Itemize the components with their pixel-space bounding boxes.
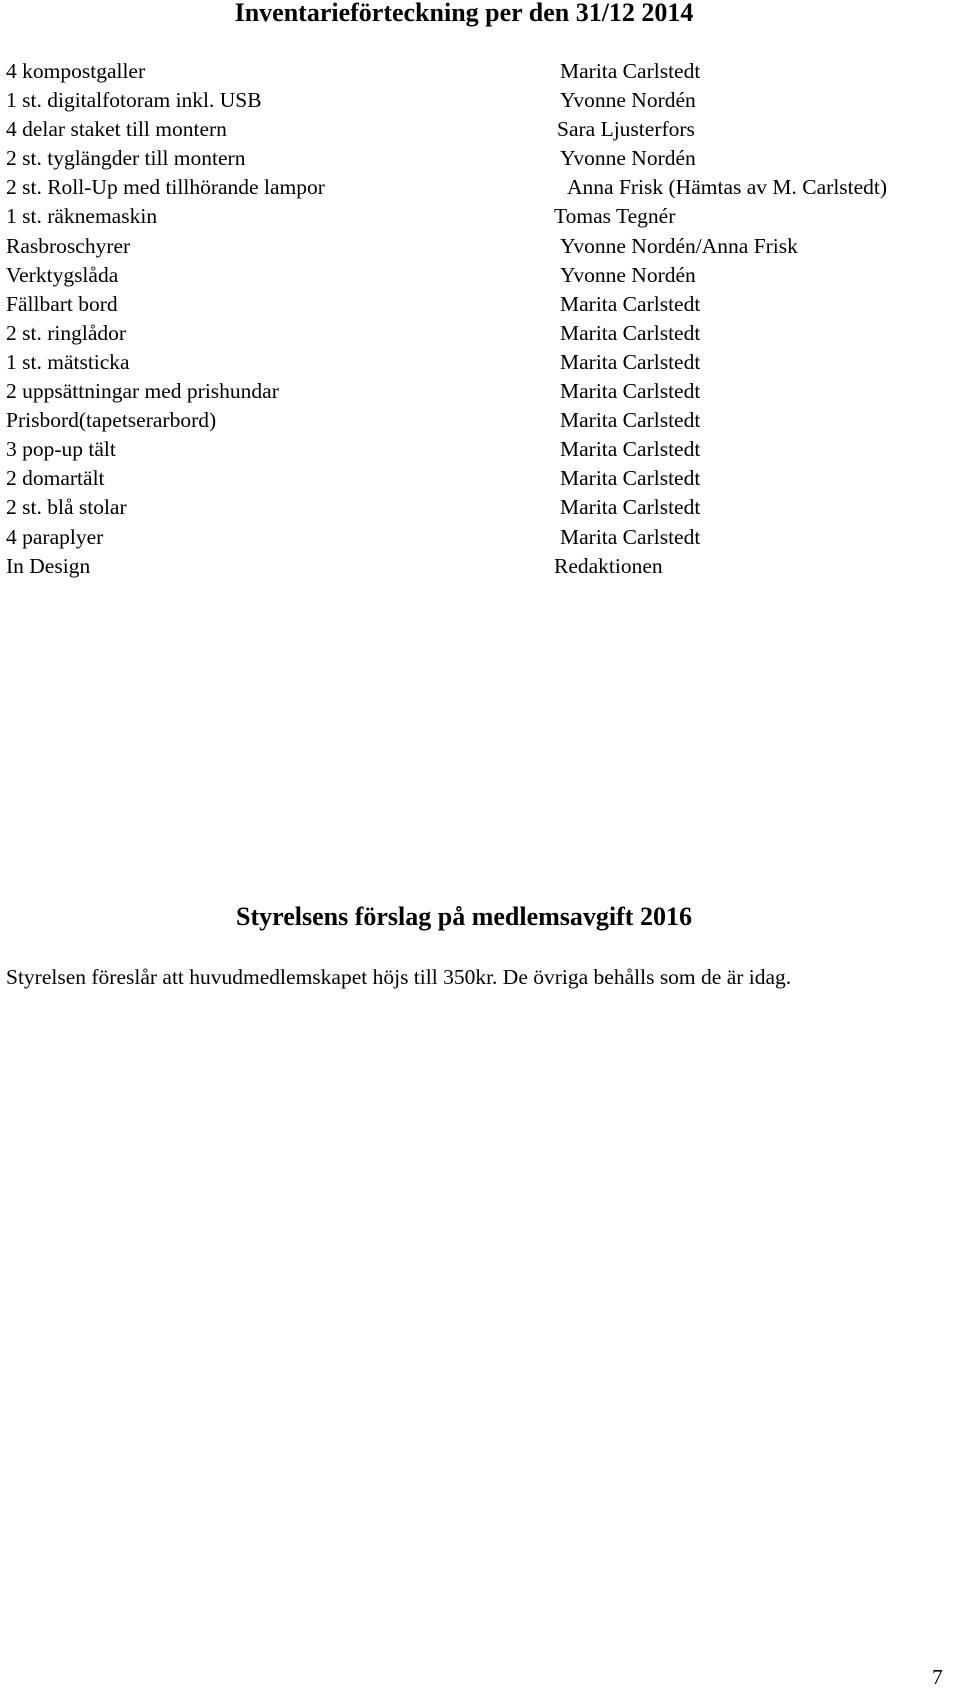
inventory-item: 4 paraplyer	[6, 524, 104, 549]
inventory-item: 1 st. mätsticka	[6, 349, 130, 374]
inventory-holder: Marita Carlstedt	[560, 291, 701, 316]
inventory-holder: Marita Carlstedt	[560, 524, 701, 549]
inventory-item: 3 pop-up tält	[6, 437, 116, 462]
inventory-item: In Design	[6, 553, 91, 578]
inventory-item: 2 st. ringlådor	[6, 320, 127, 345]
inventory-holder: Anna Frisk (Hämtas av M. Carlstedt)	[567, 175, 888, 200]
inventory-row	[6, 377, 946, 406]
inventory-item: Verktygslåda	[6, 262, 119, 287]
inventory-item: 1 st. digitalfotoram inkl. USB	[6, 88, 262, 113]
inventory-holder: Marita Carlstedt	[560, 408, 701, 433]
page-title: Inventarieförteckning per den 31/12 2014	[234, 0, 694, 27]
inventory-row	[6, 406, 946, 435]
inventory-holder: Tomas Tegnér	[554, 204, 676, 229]
proposal-paragraph: Styrelsen föreslår att huvudmedlemskapet höjs till 350kr. De övriga behålls som de är idag.	[6, 965, 792, 989]
inventory-row	[6, 144, 946, 173]
inventory-row	[6, 435, 946, 464]
inventory-holder: Marita Carlstedt	[560, 59, 701, 83]
inventory-holder: Marita Carlstedt	[560, 320, 701, 345]
inventory-holder: Yvonne Nordén/Anna Frisk	[560, 233, 798, 258]
inventory-holder: Marita Carlstedt	[560, 349, 701, 374]
inventory-holder: Yvonne Nordén	[560, 88, 696, 113]
inventory-item: 2 uppsättningar med prishundar	[6, 379, 279, 404]
inventory-holder: Redaktionen	[554, 553, 663, 578]
inventory-list	[6, 57, 946, 581]
section-heading: Styrelsens förslag på medlemsavgift 2016	[236, 902, 692, 931]
inventory-holder: Marita Carlstedt	[560, 495, 701, 520]
inventory-row	[6, 86, 946, 115]
inventory-item: 2 st. Roll-Up med tillhörande lampor	[6, 175, 325, 200]
inventory-row	[6, 319, 946, 348]
inventory-holder: Yvonne Nordén	[560, 262, 696, 287]
inventory-holder: Marita Carlstedt	[560, 437, 701, 462]
inventory-row	[6, 348, 946, 377]
inventory-item: 4 delar staket till montern	[6, 117, 227, 142]
inventory-row	[6, 173, 946, 202]
page-number: 7	[932, 1665, 943, 1689]
inventory-row	[6, 202, 946, 231]
inventory-row	[6, 57, 946, 86]
inventory-row	[6, 493, 946, 522]
inventory-holder: Yvonne Nordén	[560, 146, 696, 171]
inventory-item: Prisbord(tapetserarbord)	[6, 408, 217, 433]
inventory-item: 2 st. tyglängder till montern	[6, 146, 246, 171]
inventory-row	[6, 523, 946, 552]
inventory-holder: Sara Ljusterfors	[557, 117, 695, 142]
inventory-row	[6, 232, 946, 261]
inventory-row	[6, 552, 946, 581]
inventory-holder: Marita Carlstedt	[560, 379, 701, 404]
inventory-row	[6, 261, 946, 290]
inventory-item: 4 kompostgaller	[6, 59, 146, 83]
inventory-item: 1 st. räknemaskin	[6, 204, 158, 229]
inventory-holder: Marita Carlstedt	[560, 466, 701, 491]
inventory-item: Fällbart bord	[6, 291, 118, 316]
inventory-item: Rasbroschyrer	[6, 233, 131, 258]
inventory-row	[6, 115, 946, 144]
inventory-item: 2 st. blå stolar	[6, 495, 127, 520]
inventory-item: 2 domartält	[6, 466, 105, 491]
inventory-row	[6, 290, 946, 319]
inventory-row	[6, 464, 946, 493]
